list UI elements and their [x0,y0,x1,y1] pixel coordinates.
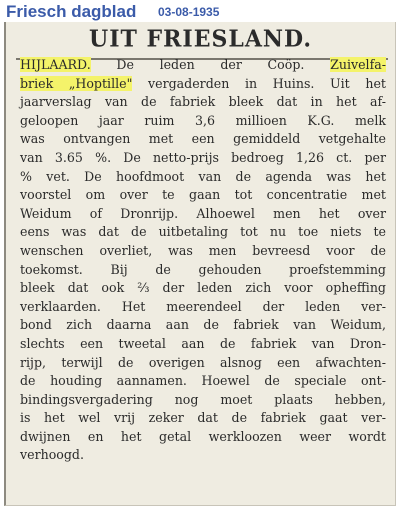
article-line [20,223,386,242]
publication-date: 03-08-1935 [158,5,220,19]
article-headline: UIT FRIESLAND. [89,25,312,53]
article-text: de houding aannamen. Hoewel de speciale ont- [20,373,386,389]
article-text: rijp, terwijl de overigen alsnog een afwachten- [20,354,386,370]
highlighted-text: „Hoptille" [68,75,133,91]
article-line [20,149,386,168]
article-text: slechts een tweetal aan de fabriek van Dron- [20,335,386,351]
article-text: jaarverslag van de fabriek bleek dat in het af- [20,94,386,110]
article-line [20,335,386,354]
article-line [20,56,386,75]
article-line [20,316,386,335]
newspaper-clipping [4,22,396,506]
article-text: bleek dat ook ⅔ der leden zich voor opheffing [20,280,386,296]
article-text: verhoogd. [20,447,84,463]
article-body [20,56,386,465]
article-text: bindingsvergadering nog moet plaats hebben, [20,391,386,407]
article-text: vergaderden in Huins. Uit het [132,75,386,91]
article-line [20,186,386,205]
article-line [20,261,386,280]
article-line [20,242,386,261]
article-text: geloopen jaar ruim 3,6 millioen K.G. melk [20,112,386,128]
newspaper-name: Friesch dagblad [6,2,137,21]
article-text: voorstel om over te gaan tot concentratie met [20,187,386,203]
article-text: bond zich daarna aan de fabriek van Weidum, [20,317,386,333]
article-text: toekomst. Bij de gehouden proefstemming [20,261,386,277]
highlighted-text: Zuivelfa- [330,57,386,72]
article-text: Weidum of Dronrijp. Alhoewel men het over [20,205,386,221]
article-line [20,93,386,112]
article-line [20,409,386,428]
article-line [20,279,386,298]
article-line [20,391,386,410]
article-line [20,298,386,317]
article-text: De leden der Coöp. [90,57,331,72]
article-text: dwijnen en het getal werkloozen weer wordt [20,428,386,444]
article-text: van 3.65 %. De netto-prijs bedroeg 1,26 ct. per [20,149,386,165]
article-text: was ontvangen met een gemiddeld vetgehalte [20,131,386,147]
article-line [20,446,386,465]
article-text: % vet. De hoofdmoot van de agenda was het [20,168,386,184]
highlighted-text: briek [20,75,69,91]
article-text: is het wel vrij zeker dat de fabriek gaat ver- [20,410,386,426]
highlighted-text: HIJLAARD. [20,57,91,72]
article-line [20,428,386,447]
article-line [20,354,386,373]
article-text: wenschen overliet, was men bevreesd voor de [20,242,386,258]
article-line [20,168,386,187]
article-text: verklaarden. Het meerendeel der leden ver- [20,298,386,314]
article-line [20,372,386,391]
article-text: eens was dat de uitbetaling tot nu toe niets te [20,224,386,240]
article-line [20,130,386,149]
article-line [20,205,386,224]
article-line [20,112,386,131]
article-line [20,75,386,94]
